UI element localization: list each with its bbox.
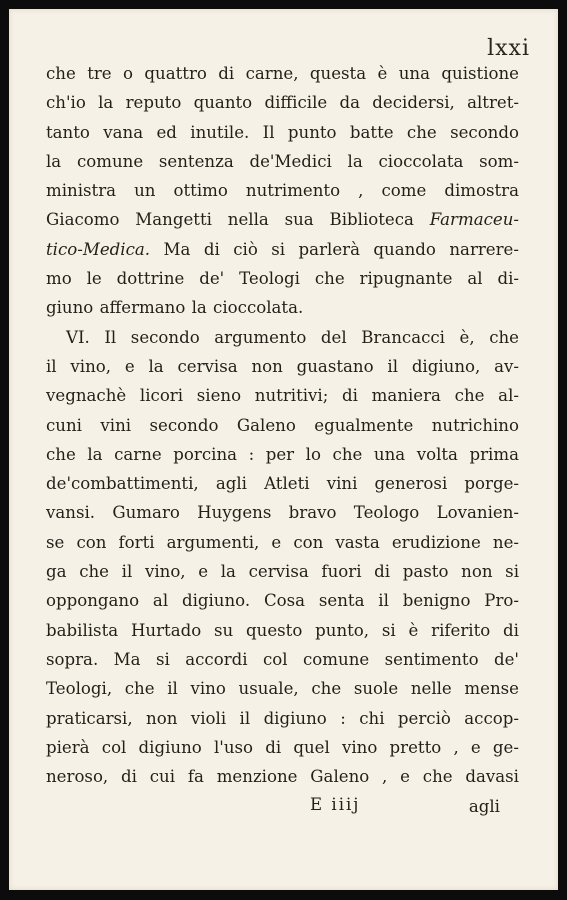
text-line: mo le dottrine de' Teologi che ripugnante al di-	[46, 269, 519, 289]
italic-title: tico-Medica.	[46, 239, 151, 259]
text-line: giuno affermano la cioccolata.	[46, 298, 304, 318]
text-line	[46, 205, 519, 234]
text-line: de'combattimenti, agli Atleti vini generosi porge-	[46, 474, 519, 494]
catchword: agli	[468, 797, 500, 816]
text-line	[46, 235, 519, 264]
text-line: pierà col digiuno l'uso di quel vino pretto , e ge-	[46, 737, 519, 757]
text-line: la comune sentenza de'Medici la cioccolata som-	[46, 151, 519, 171]
text-run: Giacomo Mangetti nella sua Biblioteca	[46, 210, 430, 230]
text-line: sopra. Ma si accordi col comune sentimento de'	[46, 649, 519, 669]
page-footer	[9, 795, 558, 825]
body-text	[46, 59, 519, 791]
text-line: cuni vini secondo Galeno egualmente nutrichino	[46, 415, 519, 435]
text-line: che tre o quattro di carne, questa è una quistione	[46, 64, 519, 83]
section-start-line: VI. Il secondo argumento del Brancacci è, che	[66, 327, 519, 347]
italic-title: Farmaceu-	[429, 210, 519, 230]
text-run: Ma di ciò si parlerà quando narrere-	[150, 239, 519, 259]
text-line: tanto vana ed inutile. Il punto batte che secondo	[46, 122, 519, 142]
text-line: ministra un ottimo nutrimento , come dimostra	[46, 181, 519, 201]
text-line: oppongano al digiuno. Cosa senta il benigno Pro-	[46, 591, 519, 611]
signature-mark: E iiij	[310, 795, 361, 814]
text-line: se con forti argumenti, e con vasta erudizione ne-	[46, 532, 519, 552]
text-line: che la carne porcina : per lo che una volta prima	[46, 444, 519, 464]
text-line: vegnachè licori sieno nutritivi; di maniera che al-	[46, 386, 519, 406]
book-page	[9, 9, 558, 890]
text-line: ch'io la reputo quanto difficile da decidersi, altret-	[46, 93, 519, 113]
text-line: vansi. Gumaro Huygens bravo Teologo Lovanien-	[46, 503, 519, 523]
text-line: Teologi, che il vino usuale, che suole nelle mense	[46, 679, 519, 699]
text-line: neroso, di cui fa menzione Galeno , e che davasi	[46, 767, 519, 787]
text-line: il vino, e la cervisa non guastano il digiuno, av-	[46, 356, 519, 376]
text-line: ga che il vino, e la cervisa fuori di pasto non si	[46, 562, 519, 582]
text-line: praticarsi, non violi il digiuno : chi perciò accop-	[46, 708, 519, 728]
text-line: babilista Hurtado su questo punto, si è riferito di	[46, 620, 519, 640]
page-number: lxxi	[487, 36, 530, 61]
